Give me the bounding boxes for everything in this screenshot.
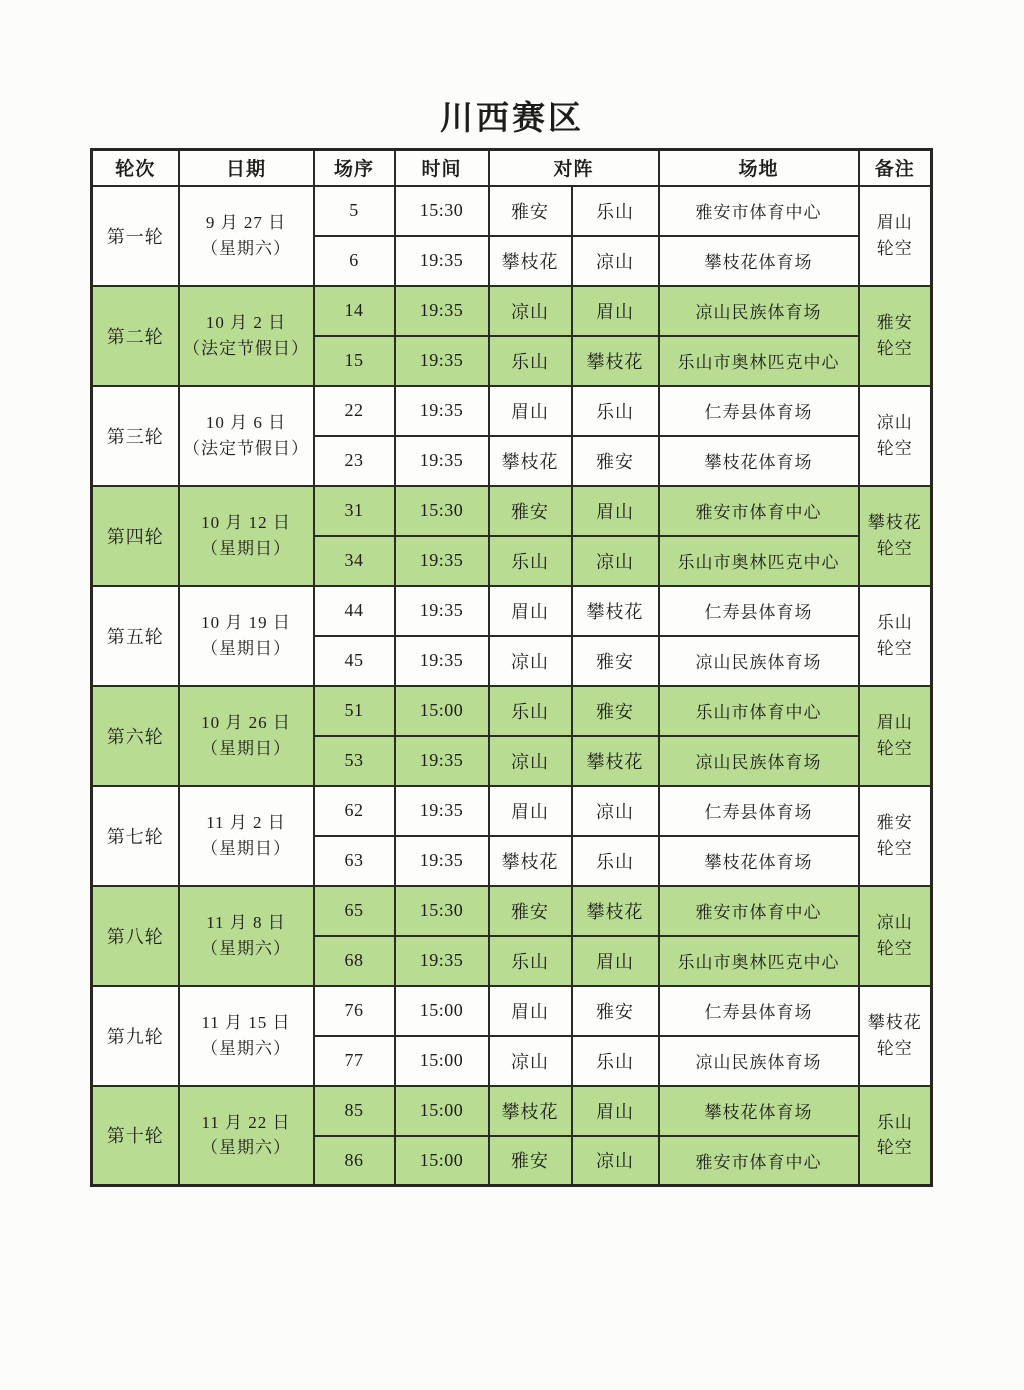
round-label-cell: 第三轮	[92, 386, 179, 486]
round-row-first	[92, 986, 932, 1036]
header-time: 时间	[395, 150, 489, 186]
bye-cell-line: 轮空	[876, 1038, 913, 1058]
match-no-cell: 62	[314, 786, 395, 836]
bye-cell-line: 轮空	[876, 938, 913, 958]
bye-cell-line: 乐山	[876, 1112, 913, 1132]
time-cell: 19:35	[395, 536, 489, 586]
bye-cell	[859, 286, 932, 386]
time-cell: 19:35	[395, 336, 489, 386]
date-cell-line: 11 月 2 日	[206, 813, 286, 832]
round-label-cell: 第八轮	[92, 886, 179, 986]
away-team-cell: 攀枝花	[572, 336, 659, 386]
date-cell-line: （星期六）	[201, 238, 291, 258]
match-no-cell: 5	[314, 186, 395, 236]
home-team-cell: 雅安	[489, 186, 572, 236]
venue-cell: 攀枝花体育场	[659, 836, 859, 886]
time-cell: 15:00	[395, 1036, 489, 1086]
match-no-cell: 44	[314, 586, 395, 636]
date-cell-line: （星期六）	[201, 1038, 291, 1058]
venue-cell: 凉山民族体育场	[659, 736, 859, 786]
round-label-cell: 第十轮	[92, 1086, 179, 1186]
match-no-cell: 65	[314, 886, 395, 936]
header-match-no: 场序	[314, 150, 395, 186]
home-team-cell: 眉山	[489, 786, 572, 836]
venue-cell: 凉山民族体育场	[659, 286, 859, 336]
bye-cell-line: 攀枝花	[867, 1013, 922, 1032]
home-team-cell: 攀枝花	[489, 836, 572, 886]
round-row-first	[92, 886, 932, 936]
bye-cell-line: 雅安	[876, 313, 913, 332]
date-cell	[179, 1086, 314, 1186]
venue-cell: 乐山市奥林匹克中心	[659, 536, 859, 586]
date-cell-line: 11 月 8 日	[206, 913, 286, 932]
home-team-cell: 凉山	[489, 736, 572, 786]
venue-cell: 仁寿县体育场	[659, 586, 859, 636]
home-team-cell: 攀枝花	[489, 236, 572, 286]
match-no-cell: 34	[314, 536, 395, 586]
round-label-cell: 第七轮	[92, 786, 179, 886]
bye-cell	[859, 686, 932, 786]
date-cell-line: 10 月 19 日	[201, 613, 291, 632]
round-row-first	[92, 386, 932, 436]
venue-cell: 雅安市体育中心	[659, 186, 859, 236]
venue-cell: 雅安市体育中心	[659, 1136, 859, 1186]
home-team-cell: 雅安	[489, 886, 572, 936]
match-no-cell: 63	[314, 836, 395, 886]
round-row-first	[92, 286, 932, 336]
date-cell-line: （法定节假日）	[183, 338, 309, 358]
bye-cell-line: 轮空	[876, 1138, 913, 1158]
date-cell-line: （星期日）	[201, 738, 291, 758]
bye-cell-line: 眉山	[876, 713, 913, 732]
date-cell	[179, 886, 314, 986]
home-team-cell: 凉山	[489, 286, 572, 336]
date-cell-line: 10 月 26 日	[201, 713, 291, 732]
away-team-cell: 眉山	[572, 1086, 659, 1136]
venue-cell: 乐山市体育中心	[659, 686, 859, 736]
page-title: 川西赛区	[440, 101, 584, 137]
bye-cell	[859, 786, 932, 886]
away-team-cell: 凉山	[572, 786, 659, 836]
venue-cell: 雅安市体育中心	[659, 486, 859, 536]
date-cell	[179, 186, 314, 286]
match-no-cell: 45	[314, 636, 395, 686]
match-no-cell: 14	[314, 286, 395, 336]
header-row	[92, 150, 932, 186]
home-team-cell: 凉山	[489, 636, 572, 686]
venue-cell: 攀枝花体育场	[659, 436, 859, 486]
round-label-cell: 第二轮	[92, 286, 179, 386]
bye-cell	[859, 586, 932, 686]
match-no-cell: 31	[314, 486, 395, 536]
bye-cell	[859, 386, 932, 486]
match-no-cell: 76	[314, 986, 395, 1036]
bye-cell	[859, 486, 932, 586]
match-no-cell: 68	[314, 936, 395, 986]
time-cell: 15:00	[395, 986, 489, 1036]
date-cell	[179, 786, 314, 886]
away-team-cell: 攀枝花	[572, 886, 659, 936]
match-no-cell: 23	[314, 436, 395, 486]
time-cell: 19:35	[395, 836, 489, 886]
home-team-cell: 乐山	[489, 936, 572, 986]
date-cell	[179, 686, 314, 786]
schedule-table-body	[92, 186, 932, 1186]
away-team-cell: 乐山	[572, 1036, 659, 1086]
date-cell	[179, 386, 314, 486]
away-team-cell: 雅安	[572, 636, 659, 686]
match-no-cell: 77	[314, 1036, 395, 1086]
match-no-cell: 53	[314, 736, 395, 786]
time-cell: 15:30	[395, 486, 489, 536]
venue-cell: 攀枝花体育场	[659, 1086, 859, 1136]
away-team-cell: 乐山	[572, 186, 659, 236]
match-no-cell: 86	[314, 1136, 395, 1186]
date-cell-line: （星期六）	[201, 1138, 291, 1158]
date-cell	[179, 286, 314, 386]
match-no-cell: 51	[314, 686, 395, 736]
home-team-cell: 攀枝花	[489, 436, 572, 486]
venue-cell: 乐山市奥林匹克中心	[659, 336, 859, 386]
time-cell: 15:00	[395, 1136, 489, 1186]
venue-cell: 雅安市体育中心	[659, 886, 859, 936]
schedule-table-header	[92, 150, 932, 186]
away-team-cell: 乐山	[572, 836, 659, 886]
bye-cell-line: 轮空	[876, 538, 913, 558]
home-team-cell: 凉山	[489, 1036, 572, 1086]
header-remark: 备注	[859, 150, 932, 186]
time-cell: 15:00	[395, 1086, 489, 1136]
round-row-first	[92, 686, 932, 736]
bye-cell-line: 轮空	[876, 338, 913, 358]
away-team-cell: 凉山	[572, 1136, 659, 1186]
round-row-first	[92, 786, 932, 836]
date-cell-line: 10 月 2 日	[205, 313, 287, 332]
date-cell	[179, 586, 314, 686]
header-matchup: 对阵	[489, 150, 659, 186]
venue-cell: 仁寿县体育场	[659, 786, 859, 836]
venue-cell: 凉山民族体育场	[659, 1036, 859, 1086]
schedule-table	[90, 148, 933, 1187]
venue-cell: 仁寿县体育场	[659, 386, 859, 436]
time-cell: 19:35	[395, 436, 489, 486]
round-row-first	[92, 486, 932, 536]
date-cell-line: 10 月 6 日	[205, 413, 287, 432]
home-team-cell: 乐山	[489, 686, 572, 736]
date-cell-line: 11 月 15 日	[201, 1013, 291, 1032]
venue-cell: 凉山民族体育场	[659, 636, 859, 686]
date-cell	[179, 486, 314, 586]
bye-cell-line: 凉山	[876, 913, 913, 932]
bye-cell-line: 轮空	[876, 838, 913, 858]
home-team-cell: 眉山	[489, 586, 572, 636]
away-team-cell: 凉山	[572, 536, 659, 586]
bye-cell	[859, 986, 932, 1086]
round-label-cell: 第五轮	[92, 586, 179, 686]
time-cell: 15:00	[395, 686, 489, 736]
bye-cell	[859, 886, 932, 986]
bye-cell	[859, 1086, 932, 1186]
home-team-cell: 眉山	[489, 386, 572, 436]
bye-cell-line: 轮空	[876, 738, 913, 758]
away-team-cell: 雅安	[572, 686, 659, 736]
bye-cell-line: 雅安	[876, 813, 913, 832]
date-cell-line: （星期日）	[201, 638, 291, 658]
time-cell: 19:35	[395, 586, 489, 636]
time-cell: 19:35	[395, 936, 489, 986]
match-no-cell: 85	[314, 1086, 395, 1136]
bye-cell-line: 凉山	[876, 413, 913, 432]
bye-cell-line: 轮空	[876, 438, 913, 458]
away-team-cell: 眉山	[572, 936, 659, 986]
round-label-cell: 第一轮	[92, 186, 179, 286]
home-team-cell: 乐山	[489, 336, 572, 386]
time-cell: 15:30	[395, 886, 489, 936]
header-round: 轮次	[92, 150, 179, 186]
away-team-cell: 凉山	[572, 236, 659, 286]
time-cell: 19:35	[395, 636, 489, 686]
away-team-cell: 攀枝花	[572, 586, 659, 636]
date-cell-line: （星期日）	[201, 538, 291, 558]
venue-cell: 仁寿县体育场	[659, 986, 859, 1036]
home-team-cell: 眉山	[489, 986, 572, 1036]
date-cell	[179, 986, 314, 1086]
round-label-cell: 第四轮	[92, 486, 179, 586]
time-cell: 19:35	[395, 736, 489, 786]
time-cell: 19:35	[395, 236, 489, 286]
round-row-first	[92, 1086, 932, 1136]
bye-cell-line: 轮空	[876, 638, 913, 658]
home-team-cell: 雅安	[489, 486, 572, 536]
time-cell: 19:35	[395, 386, 489, 436]
venue-cell: 乐山市奥林匹克中心	[659, 936, 859, 986]
date-cell-line: 10 月 12 日	[201, 513, 291, 532]
match-no-cell: 15	[314, 336, 395, 386]
away-team-cell: 眉山	[572, 486, 659, 536]
match-no-cell: 22	[314, 386, 395, 436]
bye-cell-line: 攀枝花	[867, 513, 922, 532]
round-row-first	[92, 586, 932, 636]
time-cell: 19:35	[395, 286, 489, 336]
away-team-cell: 雅安	[572, 436, 659, 486]
time-cell: 19:35	[395, 786, 489, 836]
round-label-cell: 第六轮	[92, 686, 179, 786]
time-cell: 15:30	[395, 186, 489, 236]
away-team-cell: 雅安	[572, 986, 659, 1036]
away-team-cell: 攀枝花	[572, 736, 659, 786]
bye-cell-line: 眉山	[876, 213, 913, 232]
away-team-cell: 眉山	[572, 286, 659, 336]
date-cell-line: （法定节假日）	[183, 438, 309, 458]
round-row-first	[92, 186, 932, 236]
header-venue: 场地	[659, 150, 859, 186]
home-team-cell: 乐山	[489, 536, 572, 586]
away-team-cell: 乐山	[572, 386, 659, 436]
match-no-cell: 6	[314, 236, 395, 286]
date-cell-line: （星期日）	[201, 838, 291, 858]
bye-cell-line: 乐山	[876, 613, 913, 632]
home-team-cell: 雅安	[489, 1136, 572, 1186]
bye-cell	[859, 186, 932, 286]
header-date: 日期	[179, 150, 314, 186]
home-team-cell: 攀枝花	[489, 1086, 572, 1136]
date-cell-line: 9 月 27 日	[205, 213, 287, 232]
date-cell-line: （星期六）	[201, 938, 291, 958]
round-label-cell: 第九轮	[92, 986, 179, 1086]
bye-cell-line: 轮空	[876, 238, 913, 258]
venue-cell: 攀枝花体育场	[659, 236, 859, 286]
date-cell-line: 11 月 22 日	[201, 1112, 291, 1132]
